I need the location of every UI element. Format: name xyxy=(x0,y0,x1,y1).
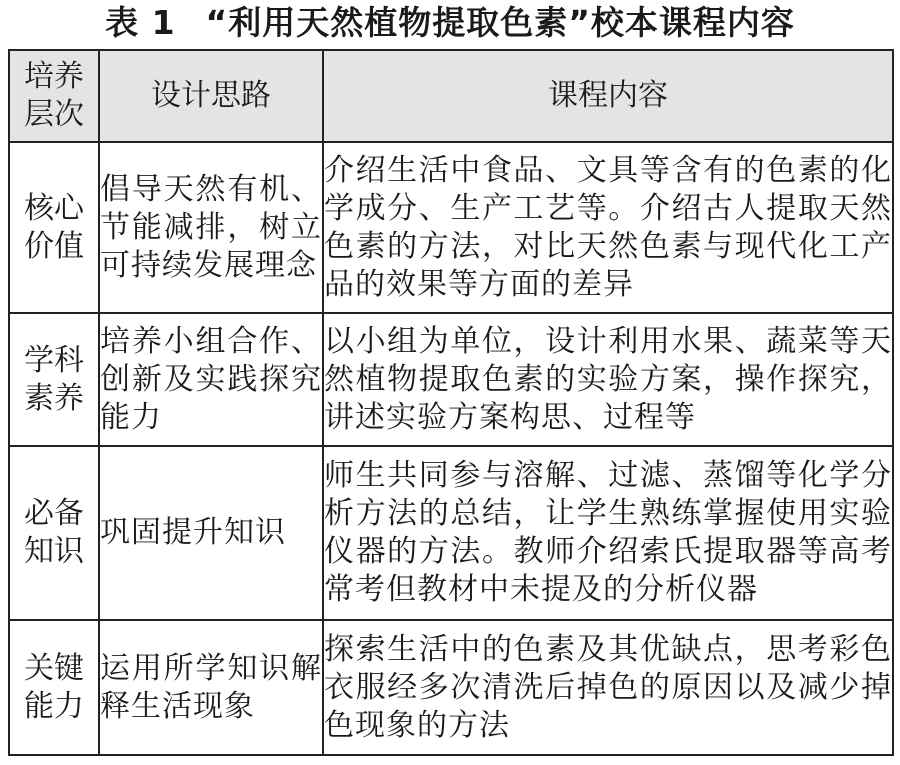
row-content: 师生共同参与溶解、过滤、蒸馏等化学分析方法的总结，让学生熟练掌握使用实验仪器的方法。教师介绍索氏提取器等高考常考但教材中未提及的分析仪器 xyxy=(323,446,893,620)
table-row xyxy=(9,446,893,620)
row-content: 以小组为单位，设计利用水果、蔬菜等天然植物提取色素的实验方案，操作探究，讲述实验方案构思、过程等 xyxy=(323,313,893,446)
row-idea: 倡导天然有机、节能减排，树立可持续发展理念 xyxy=(99,142,323,313)
table-title: “利用天然植物提取色素”校本课程内容 xyxy=(205,3,795,42)
row-content: 介绍生活中食品、文具等含有的色素的化学成分、生产工艺等。介绍古人提取天然色素的方法，对比天然色素与现代化工产品的效果等方面的差异 xyxy=(323,142,893,313)
row-level: 必备知识 xyxy=(9,446,99,620)
row-idea: 运用所学知识解释生活现象 xyxy=(99,620,323,755)
table-row xyxy=(9,620,893,755)
row-level: 核心价值 xyxy=(9,142,99,313)
header-level: 培养层次 xyxy=(9,50,99,142)
course-content-table xyxy=(8,49,894,756)
row-idea: 培养小组合作、创新及实践探究能力 xyxy=(99,313,323,446)
header-idea: 设计思路 xyxy=(99,50,323,142)
row-idea: 巩固提升知识 xyxy=(99,446,323,620)
table-header-row xyxy=(9,50,893,142)
row-level: 学科素养 xyxy=(9,313,99,446)
row-level: 关键能力 xyxy=(9,620,99,755)
row-content: 探索生活中的色素及其优缺点，思考彩色衣服经多次清洗后掉色的原因以及减少掉色现象的方法 xyxy=(323,620,893,755)
header-content: 课程内容 xyxy=(323,50,893,142)
table-row xyxy=(9,313,893,446)
table-number: 表 1 xyxy=(105,3,176,42)
table-row xyxy=(9,142,893,313)
table-caption xyxy=(0,2,900,44)
